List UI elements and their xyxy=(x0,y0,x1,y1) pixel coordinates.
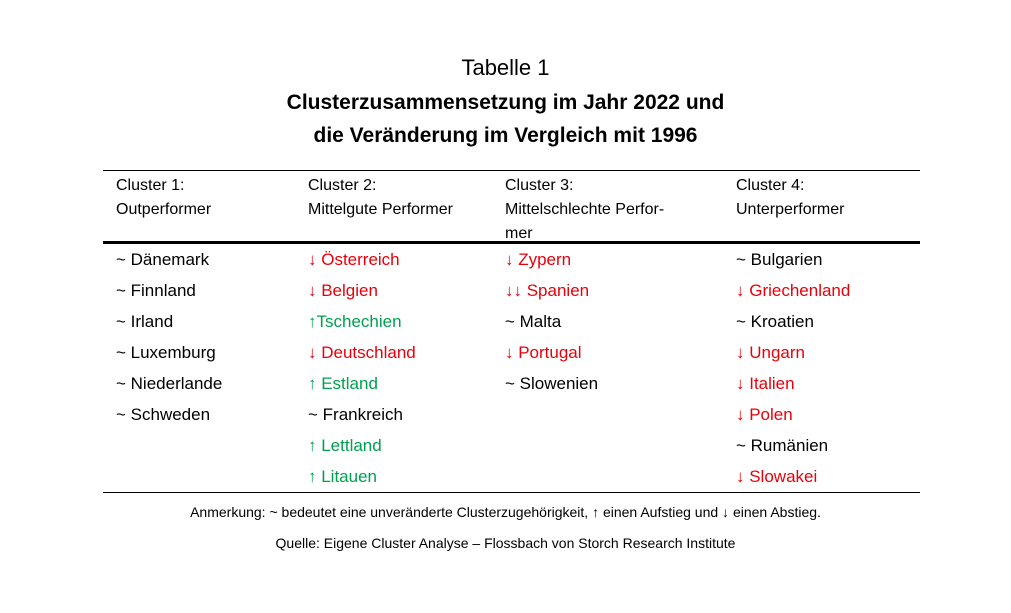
country-cell: ↓ Slowakei xyxy=(736,467,818,486)
column-header-line: Outperformer xyxy=(116,201,212,218)
country-cell: ~ Dänemark xyxy=(116,250,210,269)
table-heading-line1: Clusterzusammensetzung im Jahr 2022 und xyxy=(286,91,725,114)
country-cell: ~ Schweden xyxy=(116,405,211,424)
table-heading-line2: die Veränderung im Vergleich mit 1996 xyxy=(313,124,698,147)
column-header-cluster-1 xyxy=(116,174,211,222)
country-cell: ~ Finnland xyxy=(116,281,196,300)
column-list-cluster-3 xyxy=(505,248,598,403)
column-header-cluster-2 xyxy=(308,174,453,222)
country-cell: ~ Slowenien xyxy=(505,374,599,393)
country-cell: ~ Malta xyxy=(505,312,562,331)
country-cell: ~ Bulgarien xyxy=(736,250,823,269)
country-cell: ~ Frankreich xyxy=(308,405,403,424)
country-cell: ↑ Lettland xyxy=(308,436,382,455)
country-cell: ↓ Griechenland xyxy=(736,281,851,300)
country-cell: ↓ Italien xyxy=(736,374,795,393)
column-list-cluster-4 xyxy=(736,248,850,496)
country-cell: ↓ Polen xyxy=(736,405,793,424)
country-cell: ↓↓ Spanien xyxy=(505,281,590,300)
country-cell: ~ Kroatien xyxy=(736,312,814,331)
country-cell: ↑ Litauen xyxy=(308,467,377,486)
column-header-cluster-4 xyxy=(736,174,844,222)
column-header-line: Unterperformer xyxy=(736,201,845,218)
table-label: Tabelle 1 xyxy=(461,55,550,80)
column-header-line: mer xyxy=(505,225,533,242)
country-cell: ~ Rumänien xyxy=(736,436,829,455)
column-list-cluster-2 xyxy=(308,248,416,496)
column-header-line: Cluster 3: xyxy=(505,177,574,194)
country-cell: ↓ Deutschland xyxy=(308,343,416,362)
column-list-cluster-1 xyxy=(116,248,222,434)
country-cell: ↓ Portugal xyxy=(505,343,582,362)
column-header-cluster-3 xyxy=(505,174,664,246)
column-header-line: Mittelschlechte Perfor- xyxy=(505,201,665,218)
footnote: Anmerkung: ~ bedeutet eine unveränderte Clusterzugehörigkeit, ↑ einen Aufstieg und ↓ einen Abstieg. xyxy=(190,504,821,520)
column-header-line: Mittelgute Performer xyxy=(308,201,453,218)
country-cell: ↓ Österreich xyxy=(308,250,400,269)
country-cell: ~ Niederlande xyxy=(116,374,223,393)
country-cell: ↑Tschechien xyxy=(308,312,402,331)
column-header-line: Cluster 2: xyxy=(308,177,377,194)
country-cell: ~ Luxemburg xyxy=(116,343,216,362)
top-rule xyxy=(103,170,920,171)
source-note: Quelle: Eigene Cluster Analyse – Flossbach von Storch Research Institute xyxy=(275,535,736,551)
country-cell: ↑ Estland xyxy=(308,374,378,393)
column-header-line: Cluster 4: xyxy=(736,177,805,194)
country-cell: ↓ Zypern xyxy=(505,250,572,269)
country-cell: ↓ Ungarn xyxy=(736,343,805,362)
country-cell: ↓ Belgien xyxy=(308,281,378,300)
table-title xyxy=(0,54,1011,152)
country-cell: ~ Irland xyxy=(116,312,174,331)
column-header-line: Cluster 1: xyxy=(116,177,185,194)
